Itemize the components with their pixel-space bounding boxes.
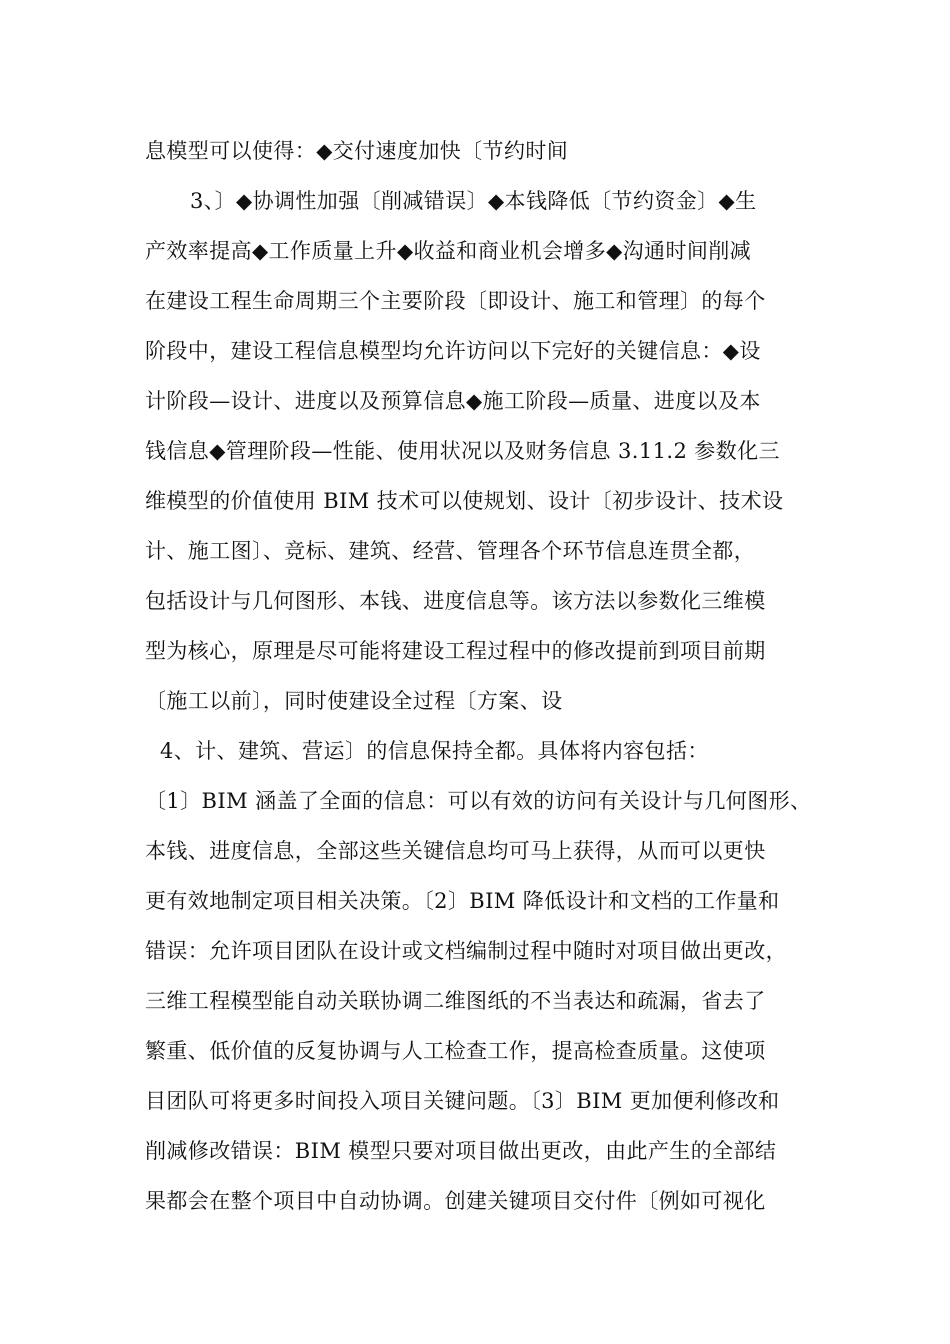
text-line: 阶段中，建设工程信息模型均允许访问以下完好的关键信息：◆设	[145, 339, 761, 363]
text-line: 〔施工以前〕，同时使建设全过程〔方案、设	[145, 689, 563, 713]
text-line: 息模型可以使得：◆交付速度加快〔节约时间	[145, 139, 569, 163]
text-line: 错误：允许项目团队在设计或文档编制过程中随时对项目做出更改，	[145, 939, 787, 963]
text-line: 4、计、建筑、营运〕的信息保持全都。具体将内容包括：	[160, 739, 709, 763]
text-line: 包括设计与几何图形、本钱、进度信息等。该方法以参数化三维模	[145, 589, 766, 613]
text-line: 三维工程模型能自动关联协调二维图纸的不当表达和疏漏，省去了	[145, 989, 766, 1013]
text-line: 目团队可将更多时间投入项目关键问题。〔3〕BIM 更加便利修改和	[145, 1089, 780, 1113]
text-line: 产效率提高◆工作质量上升◆收益和商业机会增多◆沟通时间削减	[145, 239, 752, 263]
text-line: 〔1〕BIM 涵盖了全面的信息：可以有效的访问有关设计与几何图形、	[145, 789, 812, 813]
text-line: 维模型的价值使用 BIM 技术可以使规划、设计〔初步设计、技术设	[145, 489, 784, 513]
text-line: 果都会在整个项目中自动协调。创建关键项目交付件〔例如可视化	[145, 1189, 766, 1213]
text-line: 3、〕◆协调性加强〔削减错误〕◆本钱降低〔节约资金〕◆生	[190, 189, 757, 213]
text-line: 钱信息◆管理阶段—性能、使用状况以及财务信息 3.11.2 参数化三	[145, 439, 780, 463]
text-line: 计、施工图〕、竞标、建筑、经营、管理各个环节信息连贯全都，	[145, 539, 756, 563]
text-line: 计阶段—设计、进度以及预算信息◆施工阶段—质量、进度以及本	[145, 389, 761, 413]
text-line: 在建设工程生命周期三个主要阶段〔即设计、施工和管理〕的每个	[145, 289, 766, 313]
text-line: 更有效地制定项目相关决策。〔2〕BIM 降低设计和文档的工作量和	[145, 889, 780, 913]
text-line: 型为核心，原理是尽可能将建设工程过程中的修改提前到项目前期	[145, 639, 766, 663]
text-line: 繁重、低价值的反复协调与人工检查工作，提高检查质量。这使项	[145, 1039, 766, 1063]
text-line: 本钱、进度信息，全部这些关键信息均可马上获得，从而可以更快	[145, 839, 766, 863]
text-line: 削减修改错误：BIM 模型只要对项目做出更改，由此产生的全部结	[145, 1139, 777, 1163]
